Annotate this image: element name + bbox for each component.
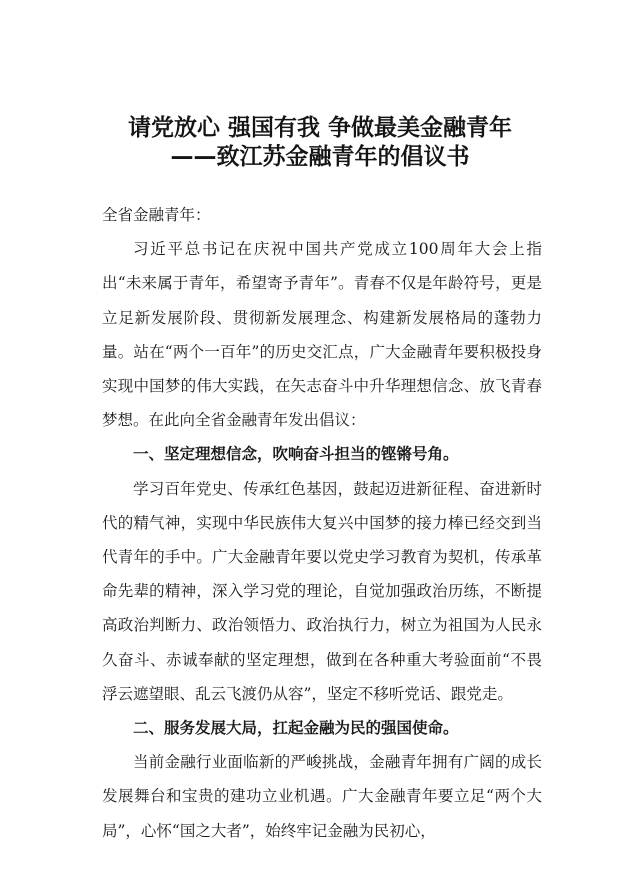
section-paragraph-1: 学习百年党史、传承红色基因，鼓起迈进新征程、奋进新时代的精气神，实现中华民族伟大复兴中国梦的接力棒已经交到当代青年的手中。广大金融青年要以党史学习教育为契机，传承革命先辈的精神，深入学习党的理论，自觉加强政治历练，不断提高政治判断力、政治领悟力、政治执行力，树立为祖国为人民永久奋斗、赤诚奉献的坚定理想，做到在各种重大考验面前“不畏浮云遮望眼、乱云飞渡仍从容”，坚定不移听党话、跟党走。	[102, 479, 542, 703]
section-heading-1: 一、坚定理想信念，吹响奋斗担当的铿锵号角。	[133, 444, 459, 464]
intro-paragraph: 习近平总书记在庆祝中国共产党成立100周年大会上指出“未来属于青年，希望寄予青年”。青春不仅是年龄符号，更是立足新发展阶段、贯彻新发展理念、构建新发展格局的蓬勃力量。站在“两个一百年”的历史交汇点，广大金融青年要积极投身实现中国梦的伟大实践，在矢志奋斗中升华理想信念、放飞青春梦想。在此向全省金融青年发出倡议：	[102, 240, 542, 430]
section-paragraph-2: 当前金融行业面临新的严峻挑战，金融青年拥有广阔的成长发展舞台和宝贵的建功立业机遇。广大金融青年要立足“两个大局”，心怀“国之大者”，始终牢记金融为民初心，	[102, 753, 542, 840]
document-title: 请党放心 强国有我 争做最美金融青年	[127, 115, 512, 141]
salutation: 全省金融青年：	[102, 206, 211, 224]
section-heading-2: 二、服务发展大局，扛起金融为民的强国使命。	[133, 718, 459, 738]
document-body	[102, 198, 542, 848]
document-subtitle: ——致江苏金融青年的倡议书	[170, 144, 470, 170]
